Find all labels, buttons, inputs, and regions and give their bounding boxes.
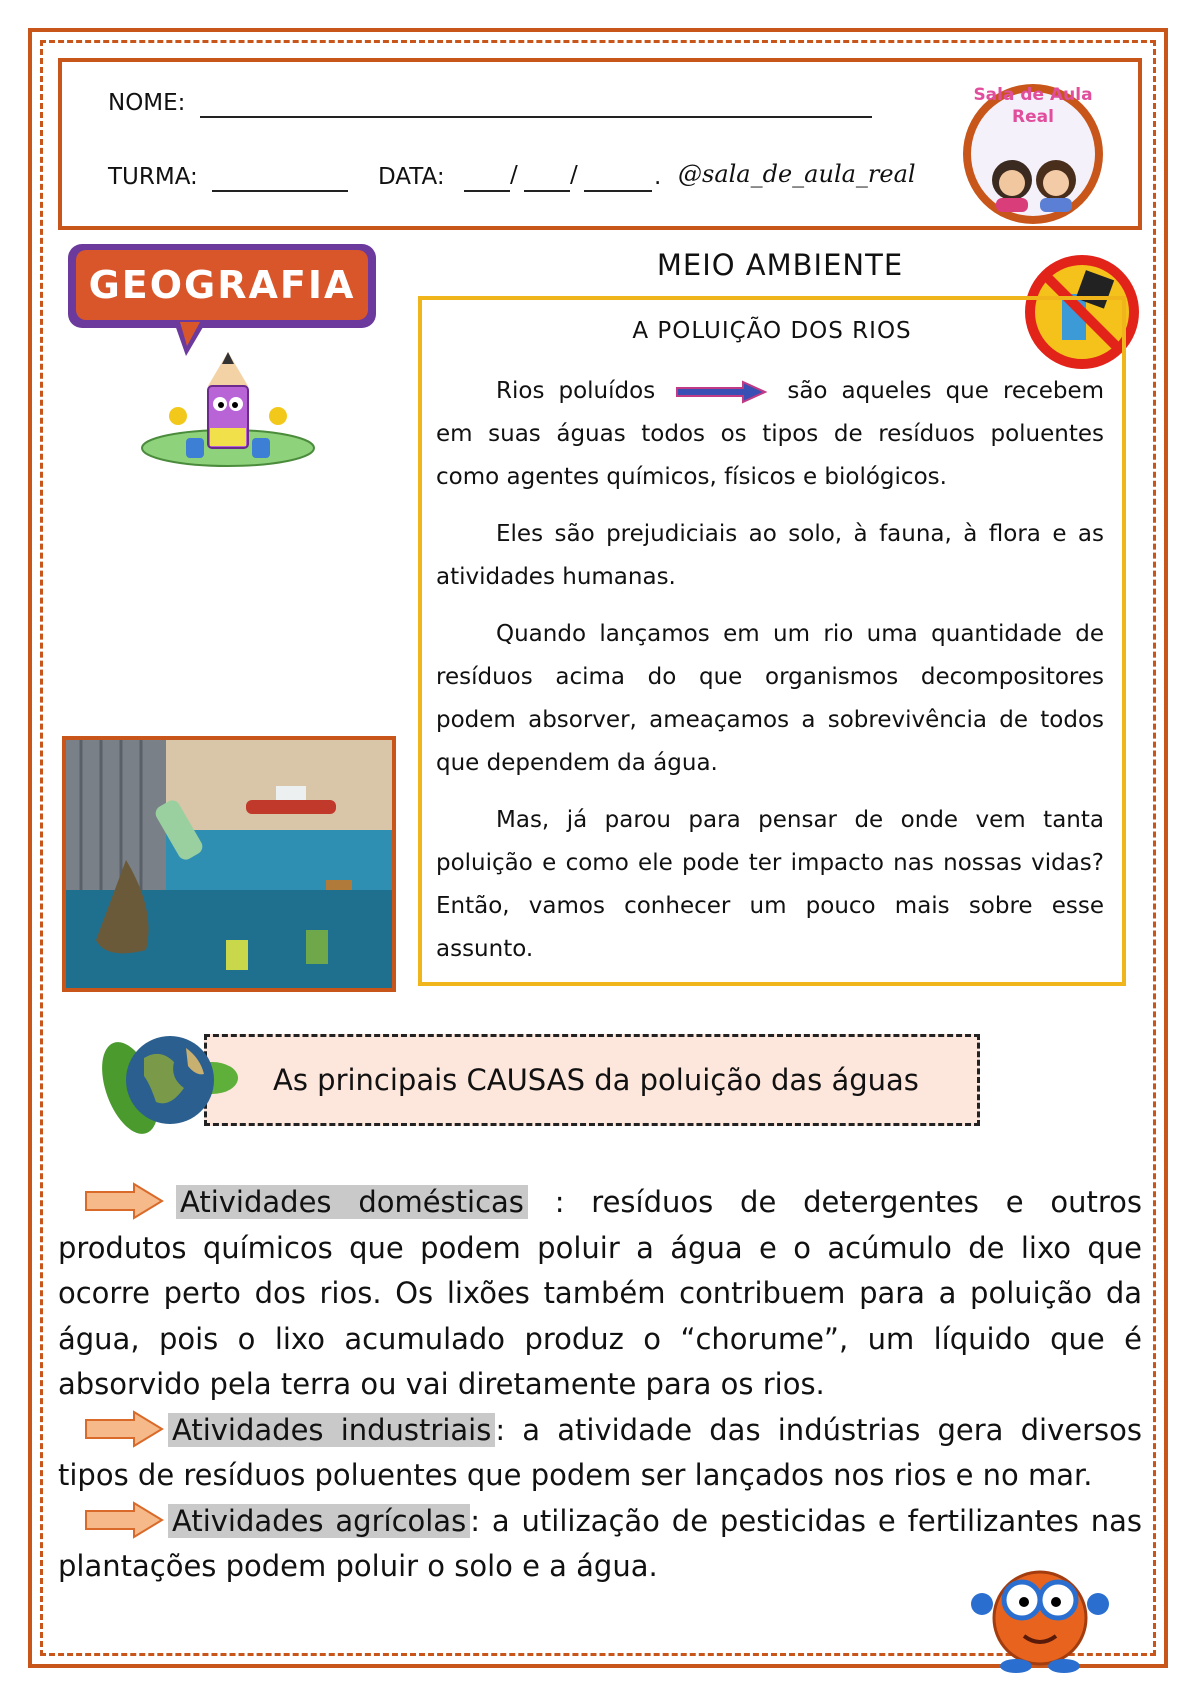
pencil-mascot-icon [138,350,318,468]
cause-item-domestic [58,1180,1142,1408]
cause-text-agricultural: : a utilização de pesticidas e fertilizantes nas plantações podem poluir o solo e a água. [58,1503,1143,1583]
cause-text-industrial: : a atividade das indústrias gera diversos tipos de resíduos poluentes que podem ser lançados nos rios e no mar. [58,1412,1142,1492]
causes-banner-text: As principais CAUSAS da poluição das águas [273,1063,919,1097]
section-title: MEIO AMBIENTE [656,248,904,282]
date-slash-1: / [510,162,518,188]
paragraph-2: Eles são prejudiciais ao solo, à fauna, à flora e as atividades humanas. [436,521,1104,590]
orange-arrow-icon [84,1182,164,1220]
right-arrow-icon [673,380,769,404]
nome-field[interactable] [200,116,872,118]
date-month-field[interactable] [524,190,570,192]
article-subtitle: A POLUIÇÃO DOS RIOS [632,318,912,344]
orange-arrow-icon [84,1410,164,1448]
turma-field[interactable] [212,190,348,192]
cause-label-domestic: Atividades domésticas [176,1185,528,1219]
causes-list [58,1180,1142,1590]
polluted-water-illustration [62,736,396,992]
cause-item-industrial [58,1408,1142,1499]
instagram-handle: @sala_de_aula_real [678,160,916,188]
cause-label-agricultural: Atividades agrícolas [168,1504,470,1538]
p1-rest: são aqueles que recebem em suas águas todos os tipos de resíduos poluentes como agentes químicos, físicos e biológicos. [436,378,1105,490]
earth-leaf-icon [100,1018,240,1142]
cause-text-domestic: : resíduos de detergentes e outros produtos químicos que podem poluir a água e o acúmulo de lixo que ocorre perto dos rios. Os lixões também contribuem para a poluição da água, pois o lixo acumulado produz o “chorume”, um líquido que é absorvido pela terra ou vai diretamente para os rios. [58,1185,1142,1401]
orange-arrow-icon [84,1501,164,1539]
date-slash-2: / [570,162,578,188]
paragraph-4: Mas, já parou para pensar de onde vem tanta poluição e como ele pode ter impacto nas nossas vidas? Então, vamos conhecer um pouco mais sobre esse assunto. [436,807,1104,962]
paragraph-3: Quando lançamos em um rio uma quantidade de resíduos acima do que organismos decompositores podem absorver, ameaçamos a sobrevivência de todos que dependem da água. [436,621,1104,776]
logo-line2: Real [1012,107,1054,127]
data-label: DATA: [378,164,445,190]
date-day-field[interactable] [464,190,510,192]
date-year-field[interactable] [584,190,652,192]
logo-line1: Sala de Aula [973,85,1093,105]
subject-badge: GEOGRAFIA [76,250,368,320]
causes-banner [204,1034,980,1126]
paragraph-1 [436,370,1104,499]
article-body [436,370,1104,985]
p1-start: Rios poluídos [496,378,656,404]
nome-label: NOME: [108,90,186,116]
turma-label: TURMA: [108,164,198,190]
logo-text [970,84,1096,128]
logo-girl-left-icon [992,160,1032,212]
cause-label-industrial: Atividades industriais [168,1413,495,1447]
logo-girl-right-icon [1036,160,1076,212]
date-end-dot: . [654,164,662,190]
orange-mascot-icon [964,1548,1114,1674]
